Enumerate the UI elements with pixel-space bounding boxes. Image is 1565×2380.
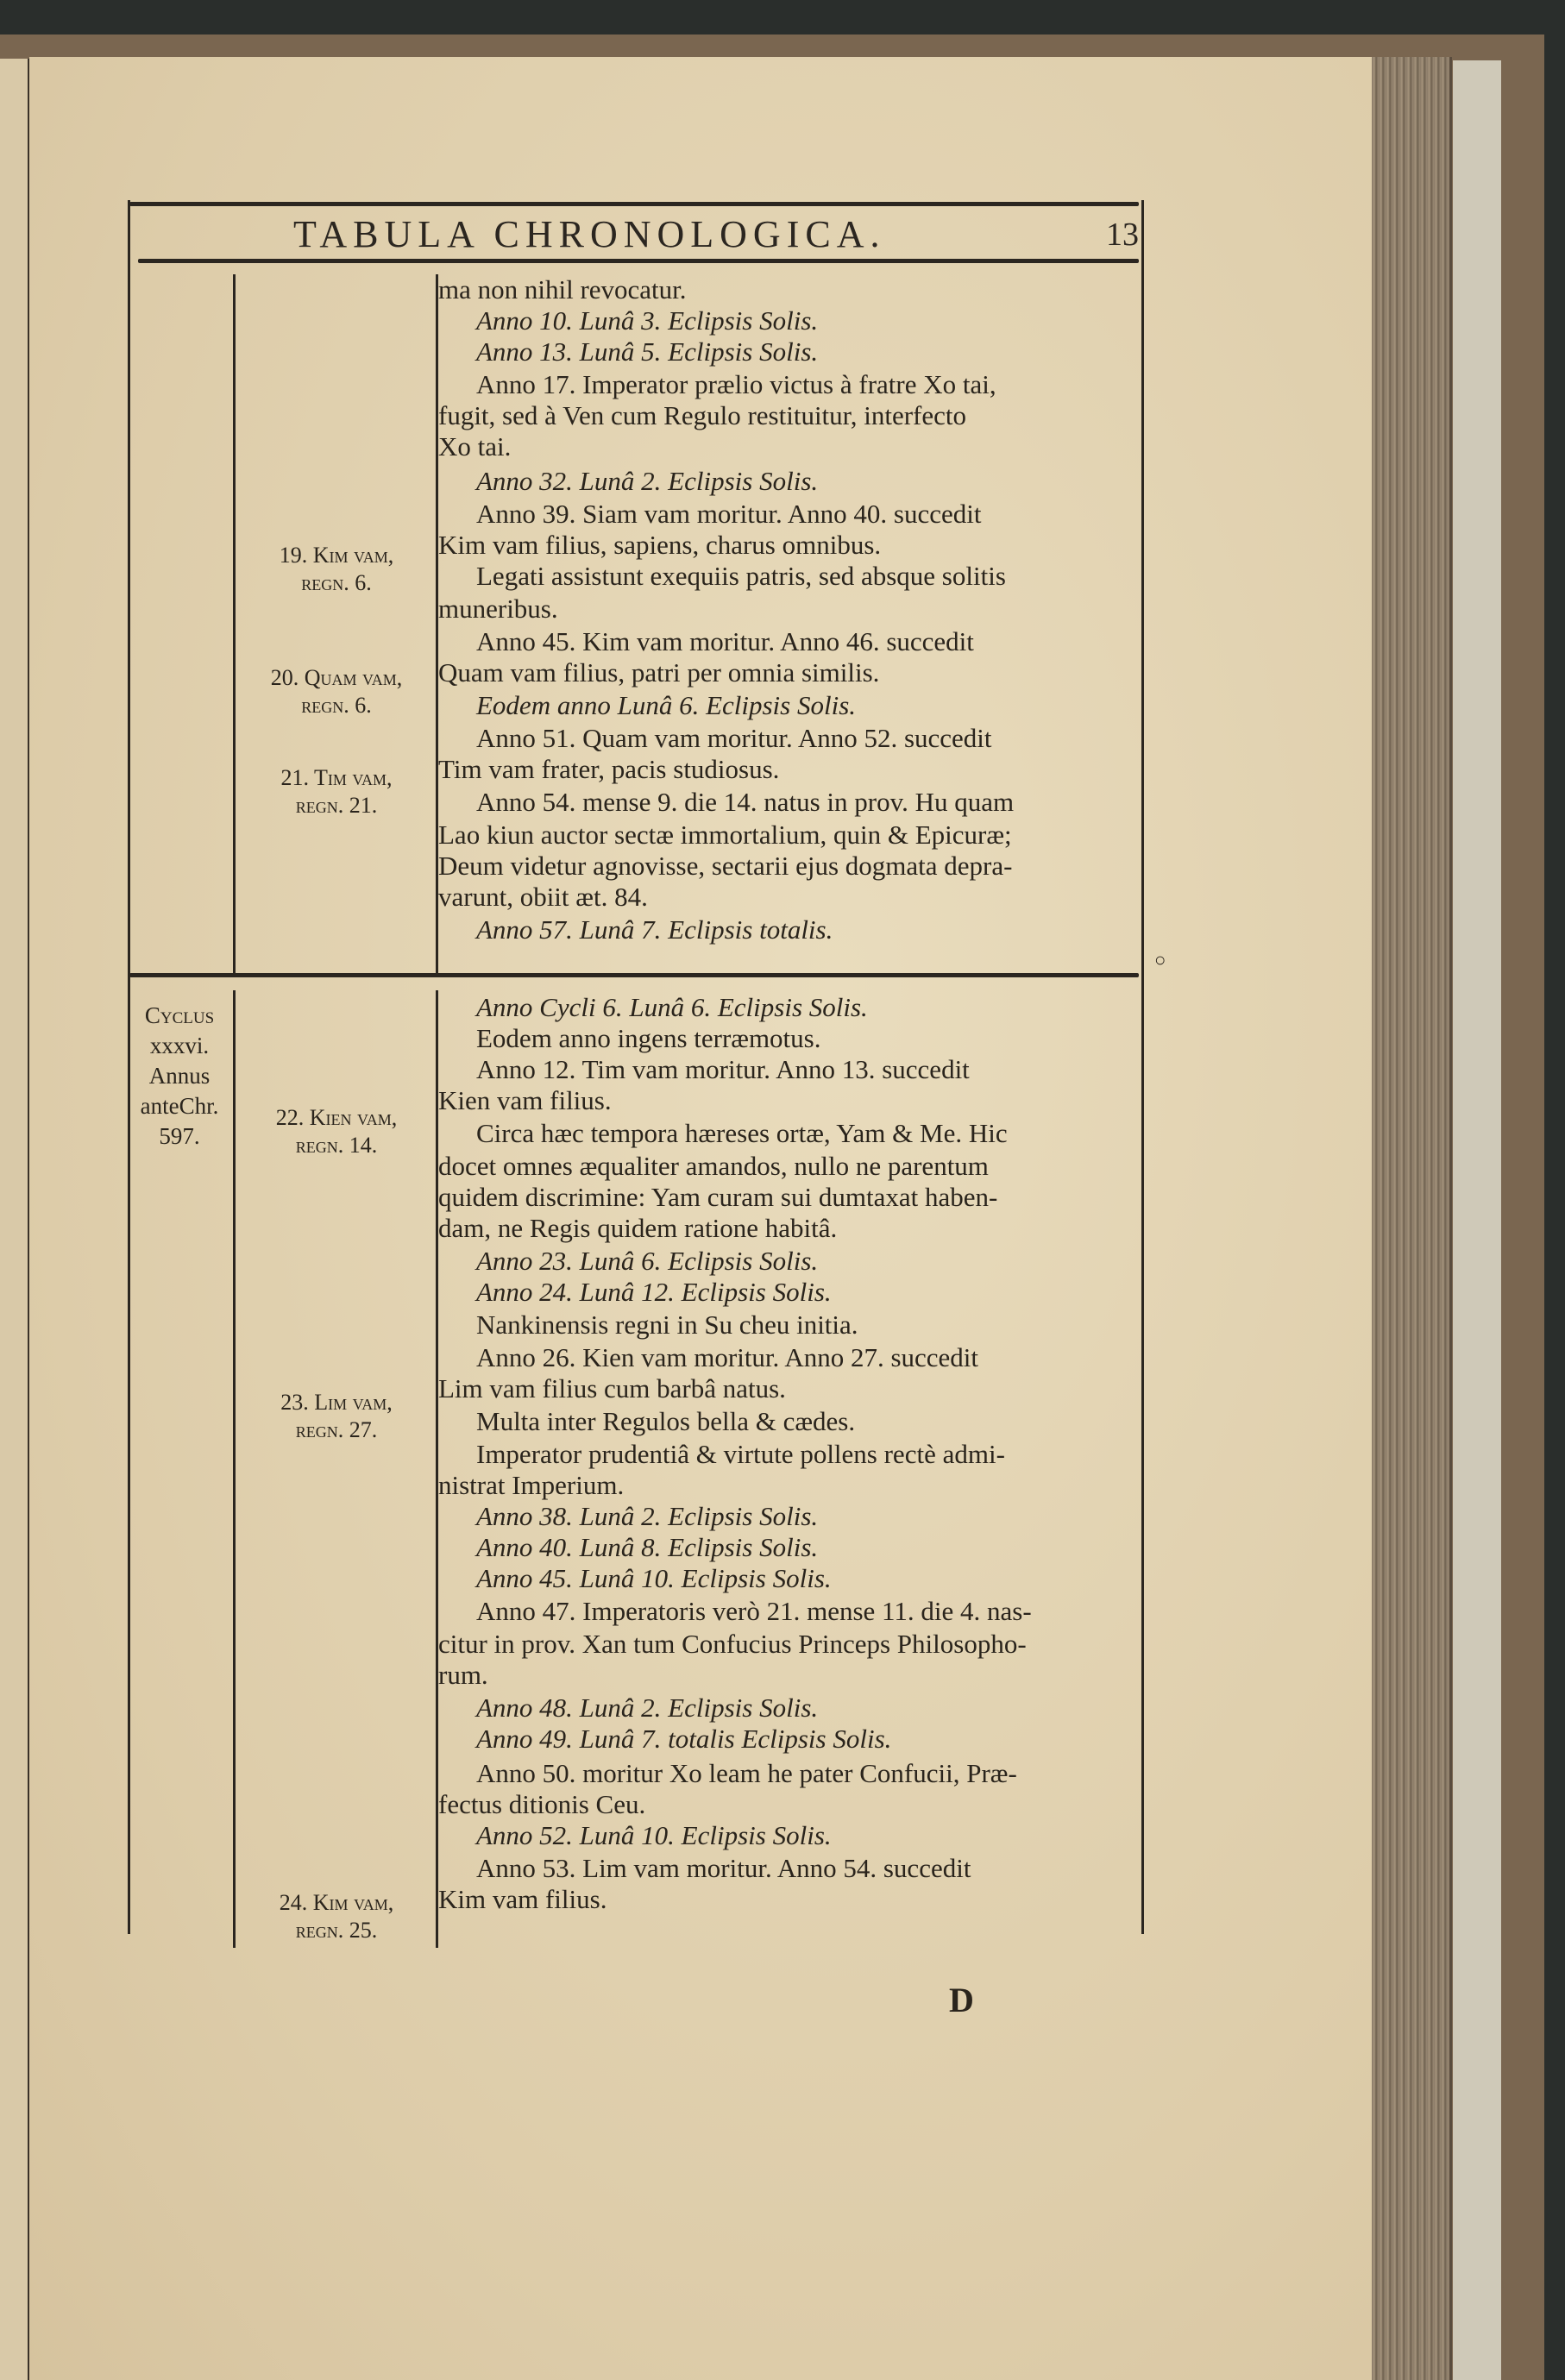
reign-years: regn. 25. — [295, 1918, 378, 1943]
facing-page-edge — [0, 59, 29, 2380]
header-bottom-rule — [138, 259, 1139, 263]
text-line: Anno 12. Tim vam moritur. Anno 13. succedit — [476, 1054, 970, 1084]
text-line: Quam vam filius, patri per omnia similis. — [438, 657, 880, 688]
text-line: dam, ne Regis quidem ratione habitâ. — [438, 1213, 838, 1243]
text-line: Anno 52. Lunâ 10. Eclipsis Solis. — [476, 1820, 832, 1850]
reign-entry — [235, 764, 438, 819]
reign-name: 19. Kim vam, — [279, 543, 394, 568]
text-line: rum. — [438, 1660, 488, 1690]
reign-entry — [235, 1104, 438, 1159]
reign-years: regn. 21. — [295, 793, 378, 818]
text-line: varunt, obiit æt. 84. — [438, 882, 648, 912]
reign-years: regn. 6. — [301, 693, 372, 718]
text-line: Lao kiun auctor sectæ immortalium, quin & Epicuræ; — [438, 819, 1012, 850]
text-line: Eodem anno Lunâ 6. Eclipsis Solis. — [476, 690, 857, 720]
text-line: Deum videtur agnovisse, sectarii ejus dogmata depra- — [438, 851, 1013, 881]
text-line: Anno 50. moritur Xo leam he pater Confucii, Præ- — [476, 1758, 1017, 1788]
text-line: Anno 53. Lim vam moritur. Anno 54. succedit — [476, 1853, 971, 1883]
reign-entry — [235, 1889, 438, 1944]
text-line: Eodem anno ingens terræmotus. — [476, 1023, 821, 1053]
text-line: Multa inter Regulos bella & cædes. — [476, 1406, 856, 1436]
text-line: Anno 48. Lunâ 2. Eclipsis Solis. — [476, 1692, 819, 1723]
reign-name: 24. Kim vam, — [279, 1890, 394, 1915]
text-line: citur in prov. Xan tum Confucius Princeps Philosopho- — [438, 1629, 1027, 1659]
cycle-label — [129, 1001, 229, 1152]
text-line: Anno 45. Kim vam moritur. Anno 46. succedit — [476, 626, 974, 656]
reign-name: 21. Tim vam, — [280, 765, 393, 790]
reign-entry — [235, 664, 438, 719]
text-line: Kim vam filius, sapiens, charus omnibus. — [438, 530, 882, 560]
text-line: quidem discrimine: Yam curam sui dumtaxat haben- — [438, 1182, 998, 1212]
text-line: Kim vam filius. — [438, 1884, 607, 1914]
reign-years: regn. 14. — [295, 1133, 378, 1158]
cycle-rule — [129, 973, 1139, 977]
text-line: Anno 32. Lunâ 2. Eclipsis Solis. — [476, 466, 819, 496]
text-line: Anno 13. Lunâ 5. Eclipsis Solis. — [476, 336, 819, 367]
text-line: Kien vam filius. — [438, 1085, 612, 1115]
text-line: Anno 47. Imperatoris verò 21. mense 11. die 4. nas- — [476, 1596, 1032, 1626]
text-line: Anno 24. Lunâ 12. Eclipsis Solis. — [476, 1277, 832, 1307]
cycle-line: Annus — [148, 1063, 211, 1089]
text-line: fectus ditionis Ceu. — [438, 1789, 646, 1819]
text-line: Anno Cycli 6. Lunâ 6. Eclipsis Solis. — [476, 992, 868, 1022]
text-line: Imperator prudentiâ & virtute pollens rectè admi- — [476, 1439, 1005, 1469]
reign-name: 20. Quam vam, — [270, 665, 403, 690]
reign-years: regn. 6. — [301, 570, 372, 595]
reign-entry — [235, 542, 438, 597]
cycle-line: Cyclus — [144, 1002, 215, 1028]
text-line: Lim vam filius cum barbâ natus. — [438, 1373, 786, 1404]
reign-name: 23. Lim vam, — [280, 1390, 393, 1415]
text-line: Nankinensis regni in Su cheu initia. — [476, 1309, 858, 1340]
cycle-line: xxxvi. — [149, 1033, 210, 1058]
header-top-rule — [129, 202, 1139, 206]
cycle-line: 597. — [159, 1123, 200, 1149]
text-line: Anno 51. Quam vam moritur. Anno 52. succedit — [476, 723, 992, 753]
text-line: Anno 54. mense 9. die 14. natus in prov. Hu quam — [476, 787, 1015, 817]
text-line: Anno 40. Lunâ 8. Eclipsis Solis. — [476, 1532, 819, 1562]
text-line: Anno 39. Siam vam moritur. Anno 40. succedit — [476, 499, 982, 529]
page-edges — [1372, 57, 1452, 2380]
text-line: Anno 10. Lunâ 3. Eclipsis Solis. — [476, 305, 819, 336]
text-line: docet omnes æqualiter amandos, nullo ne parentum — [438, 1151, 989, 1181]
text-line: Anno 23. Lunâ 6. Eclipsis Solis. — [476, 1246, 819, 1276]
text-line: muneribus. — [438, 593, 558, 624]
text-line: Xo tai. — [438, 431, 512, 462]
text-line: Anno 45. Lunâ 10. Eclipsis Solis. — [476, 1563, 832, 1593]
signature-mark: D — [949, 1981, 974, 2019]
text-line: Circa hæc tempora hæreses ortæ, Yam & Me. Hic — [476, 1118, 1008, 1148]
text-line: Anno 38. Lunâ 2. Eclipsis Solis. — [476, 1501, 819, 1531]
page-number: 13 — [1106, 217, 1139, 253]
reign-years: regn. 27. — [295, 1417, 378, 1442]
text-line: fugit, sed à Ven cum Regulo restituitur, interfecto — [438, 400, 967, 430]
text-line: nistrat Imperium. — [438, 1470, 625, 1500]
text-line: Tim vam frater, pacis studiosus. — [438, 754, 780, 784]
cycle-line: anteChr. — [140, 1093, 219, 1119]
margin-mark-icon: ○ — [1154, 949, 1166, 970]
text-line: Anno 17. Imperator prælio victus à fratre Xo tai, — [476, 369, 996, 399]
reign-name: 22. Kien vam, — [275, 1105, 398, 1130]
text-line: Anno 57. Lunâ 7. Eclipsis totalis. — [476, 914, 833, 945]
text-line: Anno 26. Kien vam moritur. Anno 27. succedit — [476, 1342, 979, 1372]
endpaper — [1453, 60, 1501, 2380]
text-line: ma non nihil revocatur. — [438, 274, 687, 305]
text-line: Legati assistunt exequiis patris, sed absque solitis — [476, 561, 1006, 591]
page-title: TABULA CHRONOLOGICA. — [293, 213, 886, 255]
reign-entry — [235, 1389, 438, 1444]
column-divider — [233, 274, 236, 973]
text-line: Anno 49. Lunâ 7. totalis Eclipsis Solis. — [476, 1724, 892, 1754]
